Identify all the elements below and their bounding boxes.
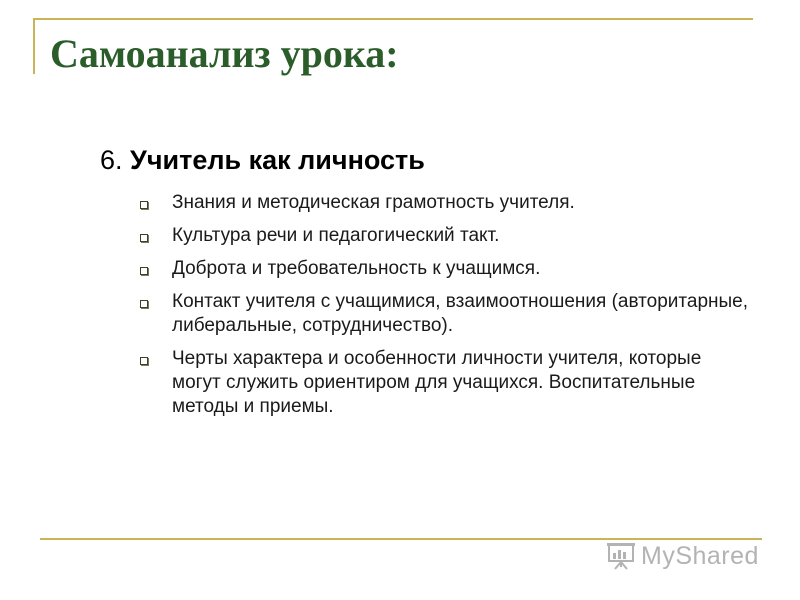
frame-top-line [33, 18, 753, 20]
slide-title: Самоанализ урока: [50, 31, 399, 76]
watermark-text: MyShared [641, 541, 759, 570]
square-bullet-icon [140, 267, 148, 275]
list-item [133, 191, 753, 215]
square-bullet-icon [140, 357, 148, 365]
frame-bottom-line [40, 538, 762, 540]
square-bullet-icon [140, 234, 148, 242]
bullet-list [133, 191, 753, 428]
list-item-text: Контакт учителя с учащимися, взаимоотношения (авторитарные, либеральные, сотрудничество). [172, 291, 749, 336]
square-bullet-icon [140, 300, 148, 308]
presentation-board-icon [606, 541, 636, 571]
list-item-text: Черты характера и особенности личности учителя, которые могут служить ориентиром для учащихся. Воспитательные методы и приемы. [172, 348, 702, 417]
list-item [133, 347, 753, 419]
square-bullet-icon [140, 201, 148, 209]
list-item-text: Доброта и требовательность к учащимся. [172, 258, 541, 279]
list-item [133, 290, 753, 338]
frame-left-line [33, 18, 35, 74]
section-number: 6. [100, 145, 123, 175]
section-heading [100, 145, 425, 176]
list-item-text: Знания и методическая грамотность учителя. [172, 192, 575, 213]
watermark [606, 541, 759, 571]
list-item [133, 257, 753, 281]
list-item [133, 224, 753, 248]
section-title: Учитель как личность [130, 145, 425, 175]
list-item-text: Культура речи и педагогический такт. [172, 225, 500, 246]
